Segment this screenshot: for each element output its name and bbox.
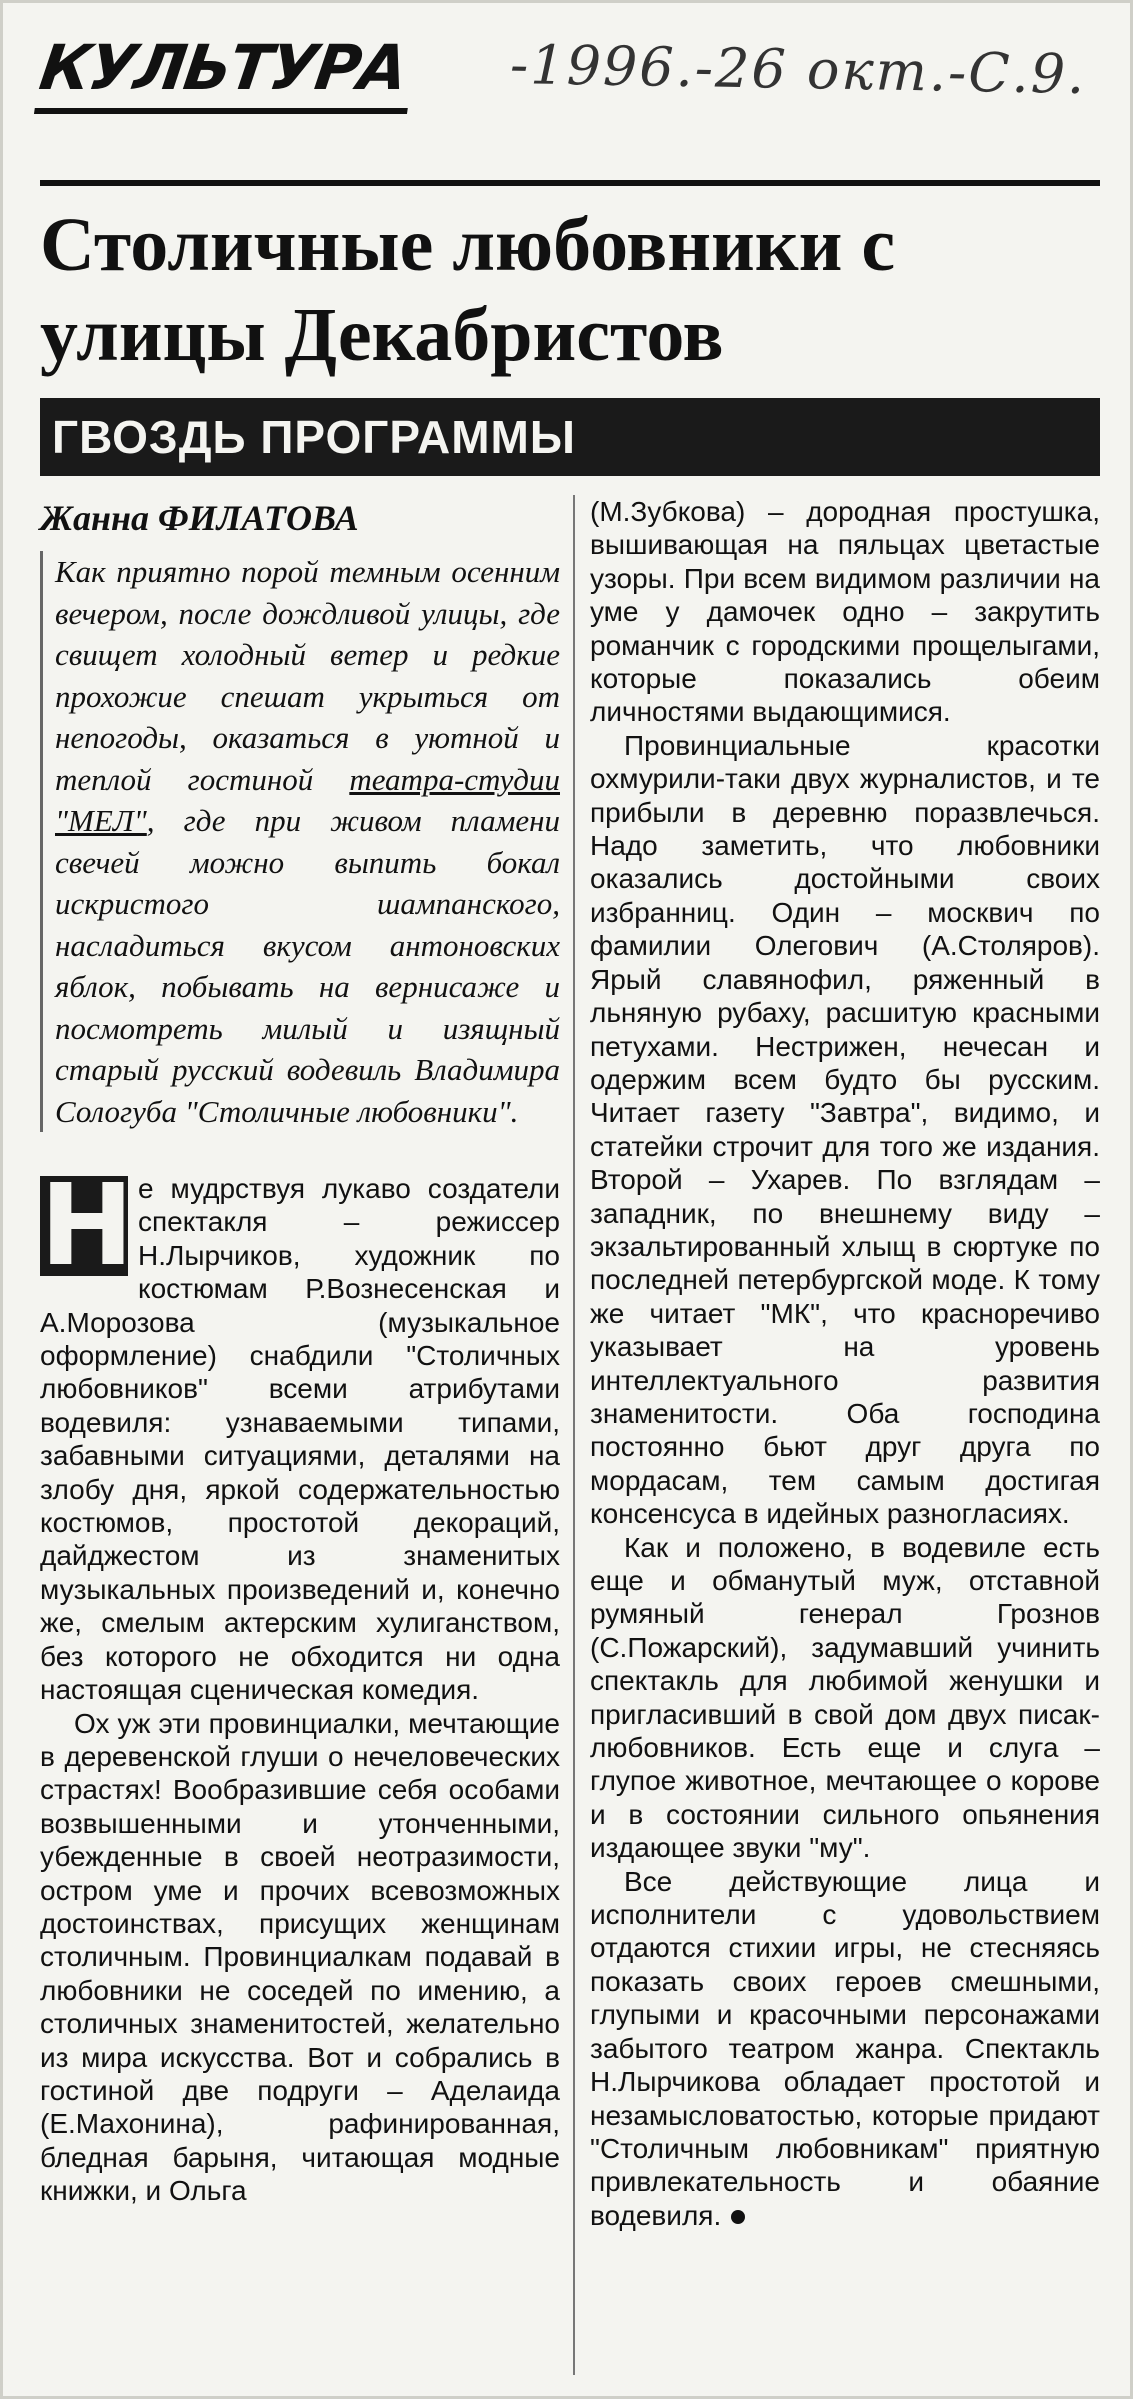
body-paragraph-1-text: е мудрствуя лукаво создатели спектакля – режиссер Н.Лырчиков, художник по костюмам Р.Вознесенская и А.Морозова (музыкальное оформление) снабдили "Столичных любовников" всеми атрибутами водевиля: узнаваемыми типами, забавными ситуациями, деталями на злобу дня, яркой содержательностью костюмов, простотой декораций, дайджестом из знаменитых музыкальных произведений и, конечно же, смелым актерским хулиганством, без которого не обходится ни одна настоящая сценическая комедия. bbox=[40, 1173, 560, 1706]
body-paragraph-6-text: Все действующие лица и исполнители с удовольствием отдаются стихии игры, не стесняясь показать своих героев смешными, глупыми и красочными персонажами забытого театром жанра. Спектакль Н.Лырчикова обладает простотой и незамысловатостью, которые придают "Столичным любовникам" приятную привлекательность и обаяние водевиля. bbox=[590, 1865, 1100, 2231]
lead-underlined-text: театра-студии "МЕЛ" bbox=[55, 761, 560, 838]
body-paragraph-1 bbox=[40, 1161, 560, 1707]
left-column bbox=[40, 495, 560, 2208]
section-header bbox=[35, 28, 1110, 138]
drop-cap: Н bbox=[40, 1161, 134, 1291]
body-paragraph-5: Как и положено, в водевиле есть еще и обманутый муж, отставной румяный генерал Грознов (С.Пожарский), задумавший учинить спектакль для любимой женушки и пригласивший в свой дом двух писак-любовников. Есть еще и слуга – глупое животное, мечтающее о корове и в состоянии сильного опьянения издающее звуки "му". bbox=[590, 1531, 1100, 1864]
lead-text-2: , где при живом пламени свечей можно выпить бокал искристого шампанского, насладиться вкусом антоновских яблок, побывать на вернисаже и посмотреть милый и изящный старый русский водевиль Владимира Сологуба "Столичные любовники". bbox=[55, 803, 560, 1129]
top-divider bbox=[40, 180, 1100, 186]
article-headline: Столичные любовники с улицы Декабристов bbox=[40, 203, 896, 377]
right-column bbox=[590, 495, 1100, 2232]
end-of-article-mark bbox=[731, 2210, 745, 2224]
handwritten-date-note: -1996.-26 окт.-С.9. bbox=[509, 32, 1087, 107]
body-paragraph-4: Провинциальные красотки охмурили-таки двух журналистов, и те прибыли в деревню поразвлечься. Надо заметить, что любовники оказались достойными своих избранниц. Один – москвич по фамилии Олегович (А.Столяров). Ярый славянофил, ряженный в льняную рубаху, расшитую красными петухами. Нестрижен, нечесан и одержим всем будто бы русским. Читает газету "Завтра", видимо, и статейки строчит для того же издания. Второй – Ухарев. По взглядам – западник, по внешнему виду – экзальтированный хлыщ в сюртуке по последней петербургской моде. К тому же читает "МК", что красноречиво указывает на уровень интеллектуального развития знаменитости. Оба господина постоянно бьют друг друга по мордасам, тем самым достигая консенсуса в идейных разногласиях. bbox=[590, 729, 1100, 1530]
article-lead bbox=[40, 551, 560, 1132]
body-paragraph-3: (М.Зубкова) – дородная простушка, вышивающая на пяльцах цветастые узоры. При всем видимом различии на уме у дамочек одно – закрутить романчик с городскими прощелыгами, которые показались обеим личностями выдающимися. bbox=[590, 496, 1100, 728]
author-byline: Жанна ФИЛАТОВА bbox=[40, 498, 359, 538]
section-title: КУЛЬТУРА bbox=[34, 28, 419, 114]
column-divider bbox=[573, 495, 575, 2375]
body-paragraph-2: Ох уж эти провинциалки, мечтающие в деревенской глуши о нечеловеческих страстях! Вообразившие себя особами возвышенными и утонченными, убежденные в своей неотразимости, остром уме и прочих всевозможных достоинствах, присущих женщинам столичным. Провинциалкам подавай в любовники не соседей по имению, а столичных знаменитостей, желательно из мира искусства. Вот и собрались в гостиной две подруги – Аделаида (Е.Махонина), рафинированная, бледная барыня, читающая модные книжки, и Ольга bbox=[40, 1707, 560, 2207]
body-paragraph-6 bbox=[590, 1865, 1100, 2232]
rubric-banner: ГВОЗДЬ ПРОГРАММЫ bbox=[40, 398, 1100, 476]
lead-text-1: Как приятно порой темным осенним вечером, после дождливой улицы, где свищет холодный ветер и редкие прохожие спешат укрыться от непогоды, оказаться в уютной и теплой гостиной bbox=[55, 554, 560, 797]
